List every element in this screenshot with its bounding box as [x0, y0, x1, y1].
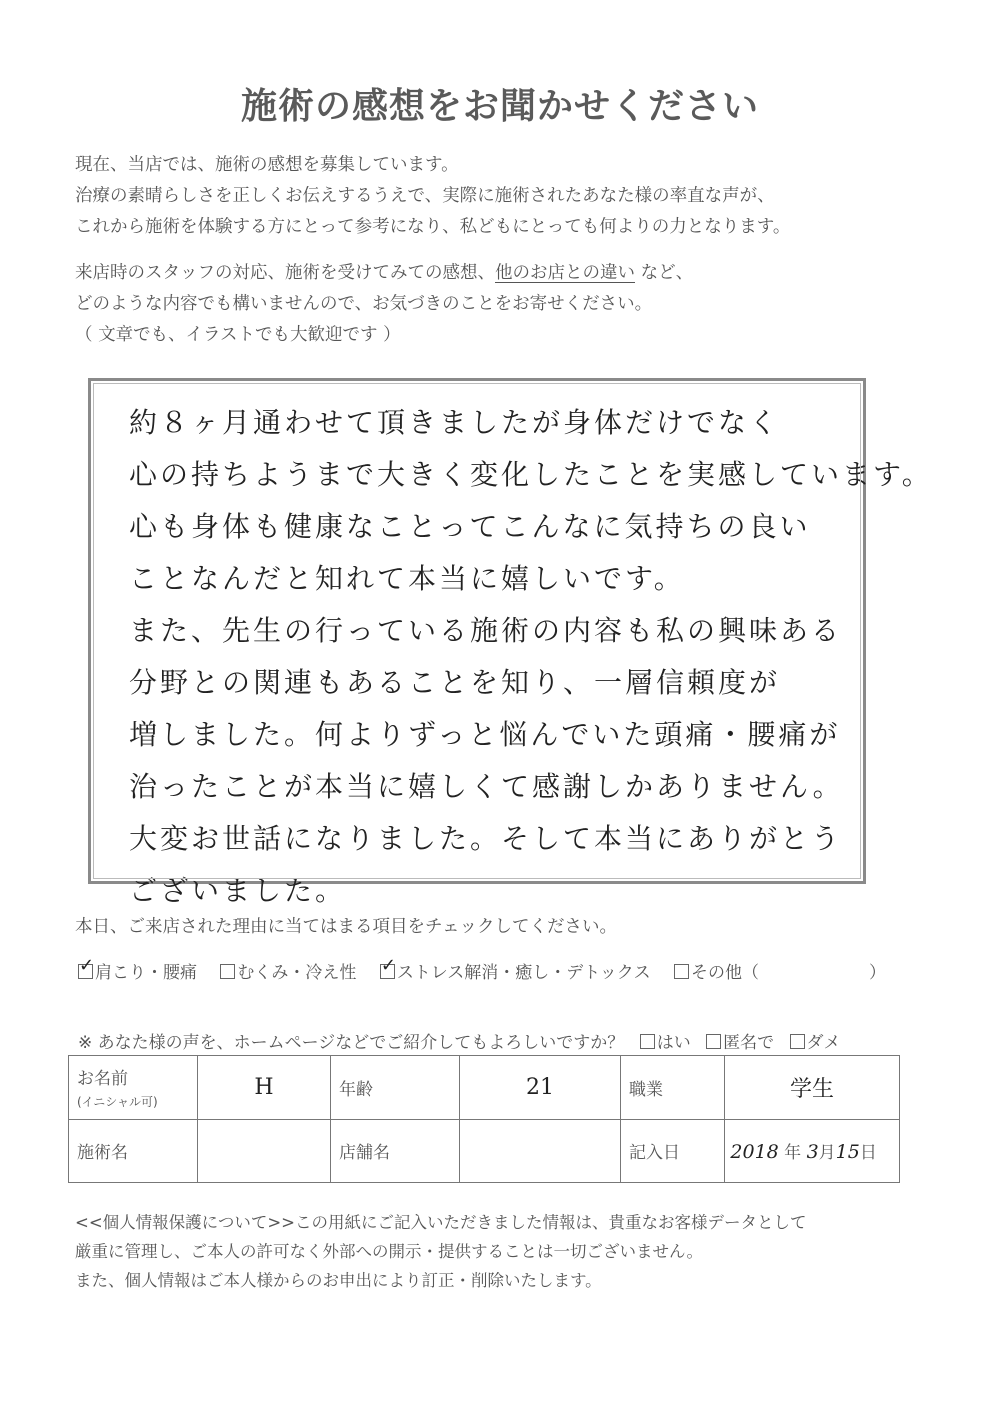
- checkbox[interactable]: [640, 1034, 655, 1049]
- consent-row: [78, 1028, 841, 1053]
- page-title: 施術の感想をお聞かせください: [240, 86, 759, 127]
- table-row: [69, 1119, 900, 1183]
- handwritten-comment: [129, 397, 933, 917]
- store-label: 店舗名: [331, 1119, 460, 1183]
- consent-option-yes[interactable]: [640, 1028, 691, 1053]
- privacy-line: また、個人情報はご本人様からのお申出により訂正・削除いたします。: [75, 1271, 602, 1290]
- date-label: 記入日: [621, 1119, 725, 1183]
- intro-text: 来店時のスタッフの対応、施術を受けてみての感想、: [75, 263, 495, 283]
- comment-line: 治ったことが本当に嬉しくて感謝しかありません。: [129, 770, 844, 803]
- consent-option-anonymous[interactable]: [706, 1028, 774, 1053]
- privacy-line: <<個人情報保護について>>この用紙にご記入いただきました情報は、貴重なお客様データとして: [75, 1213, 807, 1232]
- job-value[interactable]: 学生: [725, 1056, 900, 1120]
- reason-option-swelling[interactable]: [220, 958, 356, 983]
- comment-line: ことなんだと知れて本当に嬉しいです。: [129, 562, 685, 595]
- comment-line: また、先生の行っている施術の内容も私の興味ある: [129, 614, 843, 647]
- reason-prompt: 本日、ご来店された理由に当てはまる項目をチェックしてください。: [75, 917, 617, 937]
- checkbox[interactable]: [674, 964, 689, 979]
- reason-label: ）: [869, 963, 887, 983]
- checkbox[interactable]: [790, 1034, 805, 1049]
- reason-label: むくみ・冷え性: [237, 963, 357, 983]
- treatment-label: 施術名: [69, 1119, 198, 1183]
- age-value[interactable]: 21: [460, 1056, 621, 1120]
- comment-line: 分野との関連もあることを知り、一層信頼度が: [129, 666, 781, 699]
- consent-label: 匿名で: [723, 1033, 775, 1053]
- date-month: 3: [806, 1141, 819, 1164]
- reason-option-shoulder[interactable]: [78, 958, 197, 983]
- intro-line: これから施術を体験する方にとって参考になり、私どもにとっても何よりの力となります。: [75, 217, 791, 237]
- comment-line: 大変お世話になりました。そして本当にありがとう: [129, 822, 843, 855]
- reason-label: ストレス解消・癒し・デトックス: [396, 963, 651, 983]
- privacy-line: 厳重に管理し、ご本人の許可なく外部への開示・提供することは一切ございません。: [75, 1242, 703, 1261]
- comment-line: 増しました。何よりずっと悩んでいた頭痛・腰痛が: [129, 718, 841, 751]
- store-value[interactable]: [460, 1119, 621, 1183]
- intro-line: 治療の素晴らしさを正しくお伝えするうえで、実際に施術されたあなた様の率直な声が、: [75, 186, 775, 206]
- intro-line: [75, 258, 693, 289]
- comment-line: 約８ヶ月通わせて頂きましたが身体だけでなく: [129, 406, 781, 439]
- table-row: [69, 1056, 900, 1120]
- intro-line: 現在、当店では、施術の感想を募集しています。: [75, 155, 459, 175]
- date-unit: 月: [818, 1143, 836, 1164]
- checkbox-checked[interactable]: [78, 964, 93, 979]
- intro-line: どのような内容でも構いませんので、お気づきのことをお寄せください。: [75, 294, 653, 314]
- comment-line: 心の持ちようまで大きく変化したことを実感しています。: [129, 458, 933, 491]
- name-value[interactable]: H: [198, 1056, 331, 1120]
- reason-label: その他（: [691, 963, 760, 983]
- name-label-cell: [69, 1056, 198, 1120]
- reason-option-other[interactable]: [674, 958, 886, 983]
- name-label: お名前: [77, 1069, 128, 1090]
- comment-line: 心も身体も健康なことってこんなに気持ちの良い: [129, 510, 811, 543]
- reason-label: 肩こり・腰痛: [95, 963, 197, 983]
- comment-line: ございました。: [129, 874, 347, 907]
- checkbox[interactable]: [220, 964, 235, 979]
- consent-option-no[interactable]: [790, 1028, 841, 1053]
- date-unit: 年: [784, 1143, 802, 1164]
- reason-checkboxes: [78, 958, 886, 983]
- date-value[interactable]: [725, 1119, 900, 1183]
- intro-text: など、: [635, 263, 694, 283]
- consent-question: ※ あなた様の声を、ホームページなどでご紹介してもよろしいですか？: [78, 1033, 625, 1053]
- date-year: 2018: [730, 1141, 779, 1164]
- date-day: 15: [835, 1141, 860, 1164]
- date-unit: 日: [859, 1143, 877, 1164]
- checkbox-checked[interactable]: [380, 964, 395, 979]
- privacy-notice: [75, 1208, 806, 1295]
- consent-label: ダメ: [806, 1033, 841, 1053]
- age-label: 年齢: [331, 1056, 460, 1120]
- customer-info-table: [68, 1055, 900, 1183]
- underlined-text: 他のお店との違い: [495, 263, 635, 283]
- intro-paragraph-1: [75, 150, 790, 243]
- intro-paragraph-2: [75, 258, 693, 351]
- job-label: 職業: [621, 1056, 725, 1120]
- checkbox[interactable]: [706, 1034, 721, 1049]
- consent-label: はい: [656, 1033, 691, 1053]
- intro-line: （ 文章でも、イラストでも大歓迎です ）: [75, 325, 401, 345]
- comment-box: [88, 378, 933, 907]
- reason-option-stress[interactable]: [380, 958, 651, 983]
- name-sublabel: (イニシャル可): [77, 1095, 158, 1110]
- treatment-value[interactable]: [198, 1119, 331, 1183]
